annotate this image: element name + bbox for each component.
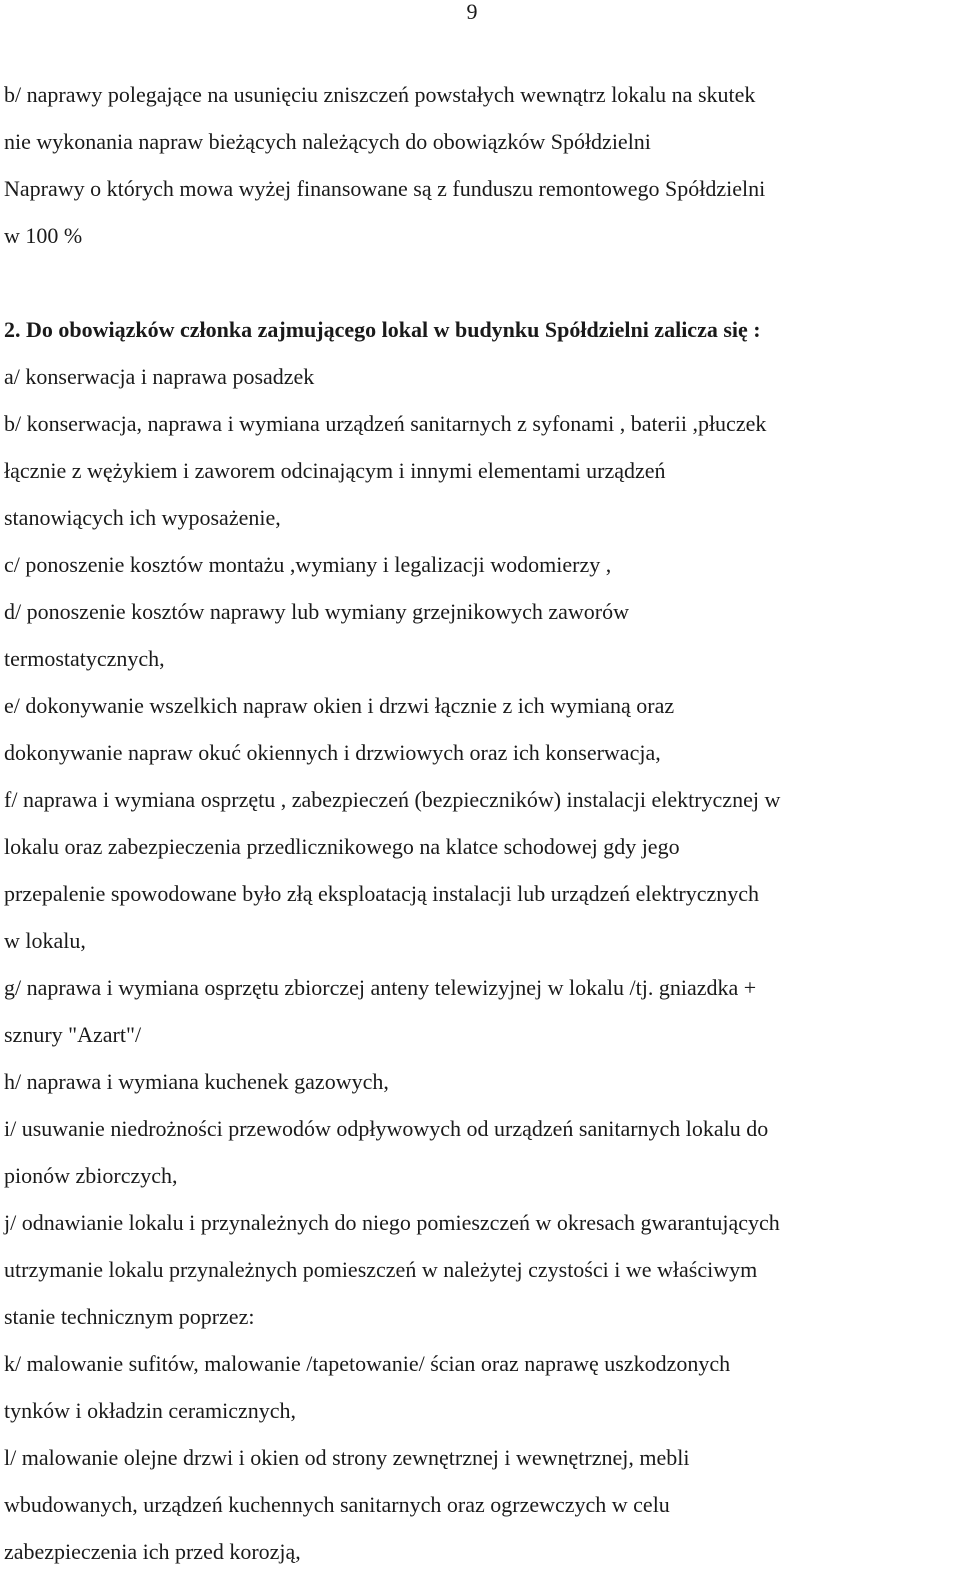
section-heading: 2. Do obowiązków członka zajmującego lokal w budynku Spółdzielni zalicza się : — [4, 317, 761, 342]
list-item-f-cont: lokalu oraz zabezpieczenia przedlicznikowego na klatce schodowej gdy jego — [4, 834, 680, 859]
list-item-f-cont: przepalenie spowodowane było złą eksploatacją instalacji lub urządzeń elektrycznych — [4, 881, 760, 906]
section-spacer — [4, 259, 944, 306]
list-item-j: j/ odnawianie lokalu i przynależnych do niego pomieszczeń w okresach gwarantujących — [4, 1210, 780, 1235]
text-line: w 100 % — [4, 223, 83, 248]
list-item-l-cont: zabezpieczenia ich przed korozją, — [4, 1539, 301, 1564]
list-item-e-cont: dokonywanie napraw okuć okiennych i drzwiowych oraz ich konserwacja, — [4, 740, 661, 765]
document-body — [4, 71, 944, 1575]
list-item-g-cont: sznury "Azart"/ — [4, 1022, 142, 1047]
list-item-c: c/ ponoszenie kosztów montażu ,wymiany i legalizacji wodomierzy , — [4, 552, 612, 577]
section-2 — [4, 306, 944, 1575]
list-item-i-cont: pionów zbiorczych, — [4, 1163, 178, 1188]
text-line: nie wykonania napraw bieżących należących do obowiązków Spółdzielni — [4, 129, 651, 154]
page-number: 9 — [466, 0, 478, 24]
list-item-d: d/ ponoszenie kosztów naprawy lub wymiany grzejnikowych zaworów — [4, 599, 630, 624]
list-item-d-cont: termostatycznych, — [4, 646, 165, 671]
list-item-l-cont: wbudowanych, urządzeń kuchennych sanitarnych oraz ogrzewczych w celu — [4, 1492, 670, 1517]
list-item-e: e/ dokonywanie wszelkich napraw okien i drzwi łącznie z ich wymianą oraz — [4, 693, 675, 718]
list-item-b-cont: łącznie z wężykiem i zaworem odcinającym i innymi elementami urządzeń — [4, 458, 666, 483]
list-item-k: k/ malowanie sufitów, malowanie /tapetowanie/ ścian oraz naprawę uszkodzonych — [4, 1351, 731, 1376]
list-item-j-cont: stanie technicznym poprzez: — [4, 1304, 255, 1329]
list-item-l: l/ malowanie olejne drzwi i okien od strony zewnętrznej i wewnętrznej, mebli — [4, 1445, 690, 1470]
list-item-j-cont: utrzymanie lokalu przynależnych pomieszczeń w należytej czystości i we właściwym — [4, 1257, 758, 1282]
list-item-g: g/ naprawa i wymiana osprzętu zbiorczej anteny telewizyjnej w lokalu /tj. gniazdka + — [4, 975, 757, 1000]
text-line: Naprawy o których mowa wyżej finansowane są z funduszu remontowego Spółdzielni — [4, 176, 766, 201]
list-item-f: f/ naprawa i wymiana osprzętu , zabezpieczeń (bezpieczników) instalacji elektrycznej w — [4, 787, 781, 812]
text-line: b/ naprawy polegające na usunięciu zniszczeń powstałych wewnątrz lokalu na skutek — [4, 82, 756, 107]
list-item-b: b/ konserwacja, naprawa i wymiana urządzeń sanitarnych z syfonami , baterii ,płuczek — [4, 411, 767, 436]
list-item-i: i/ usuwanie niedrożności przewodów odpływowych od urządzeń sanitarnych lokalu do — [4, 1116, 769, 1141]
list-item-a: a/ konserwacja i naprawa posadzek — [4, 364, 315, 389]
list-item-h: h/ naprawa i wymiana kuchenek gazowych, — [4, 1069, 389, 1094]
list-item-k-cont: tynków i okładzin ceramicznych, — [4, 1398, 297, 1423]
list-item-b-cont: stanowiących ich wyposażenie, — [4, 505, 281, 530]
section-b-intro — [4, 71, 944, 259]
list-item-f-cont: w lokalu, — [4, 928, 86, 953]
